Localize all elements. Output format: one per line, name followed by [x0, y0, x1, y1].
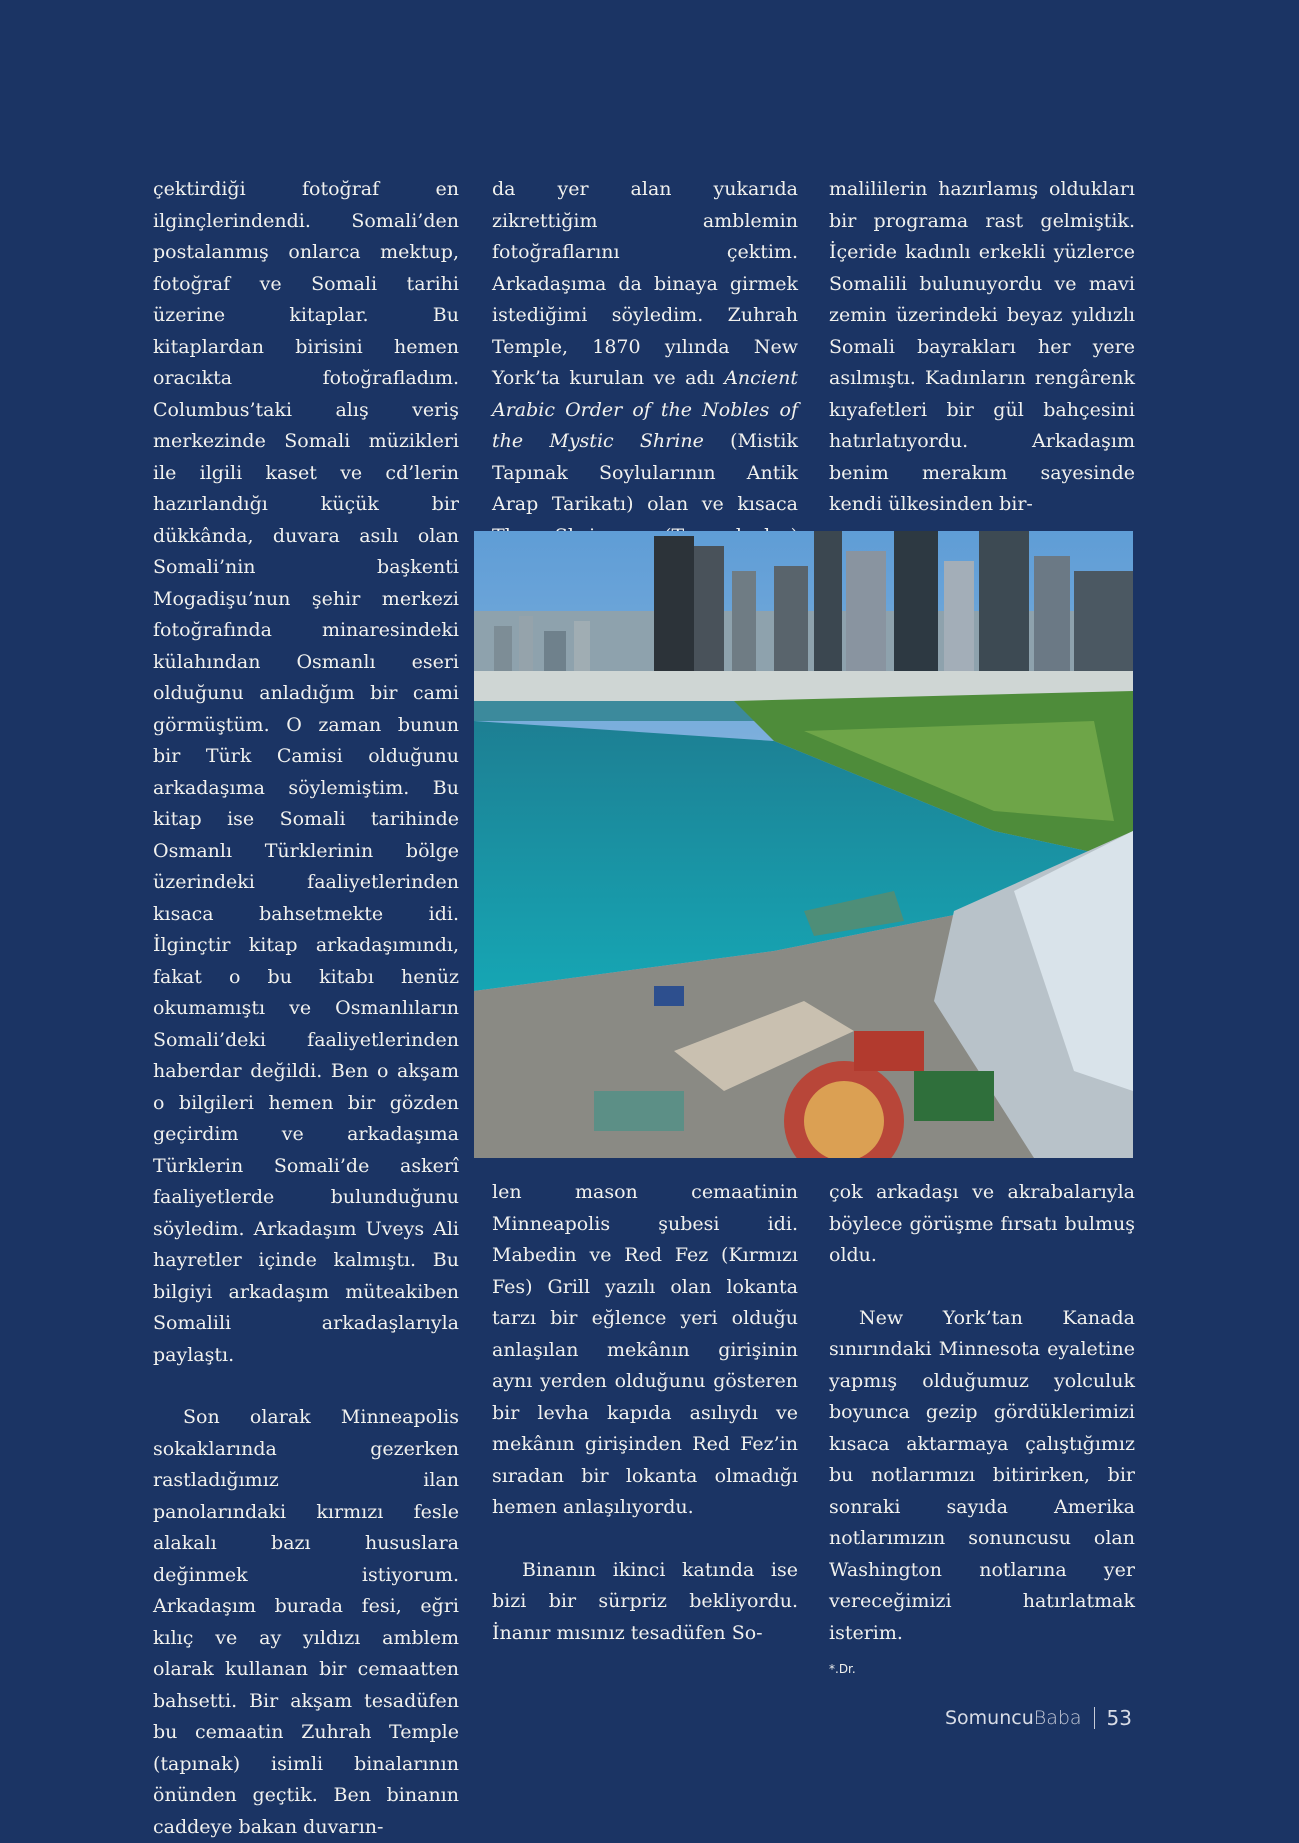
italic-order-name: Ancient Arabic Order of the Nobles of the Mystic Shrine	[492, 367, 798, 452]
chicago-navy-pier-photo	[474, 531, 1133, 1158]
magazine-logo	[945, 1707, 1082, 1729]
paragraph: New York’tan Kanada sınırındaki Minnesota eyaletine yapmış olduğumuz yolculuk boyunca gezip gördüklerimizi kısaca aktarmaya çalıştığımız bu notlarımızı bitirirken, bir sonraki sayıda Amerika notlarımızın sonuncusu olan Washington notlarına yer vereceğimizi hatırlatmak isterim.	[829, 1306, 1135, 1644]
article-column-2-bottom	[492, 1177, 798, 1649]
brand-part-2: Baba	[1033, 1707, 1082, 1729]
city-harbor-image	[474, 531, 1133, 1158]
paragraph-text: da yer alan yukarıda zikrettiğim amblemin fotoğraflarını çektim. Arkadaşıma da binaya girmek istediğimi söyledim. Zuhrah Temple, 1870 yılında New York’ta kurulan ve adı	[492, 178, 798, 389]
article-column-1	[153, 174, 459, 1843]
page-number: 53	[1106, 1706, 1132, 1730]
paragraph: çektirdiği fotoğraf en ilginçlerindendi. Somali’den postalanmış onlarca mektup, fotoğraf ve Somali tarihi üzerine kitaplar. Bu kitaplardan birisini hemen oracıkta fotoğrafladım. Columbus’taki alış veriş merkezinde Somali müzikleri ile ilgili kaset ve cd’lerin hazırlandığı küçük bir dükkânda, duvara asılı olan Somali’nin başkenti Mogadişu’nun şehir merkezi fotoğrafında minaresindeki külahından Osmanlı eseri olduğunu anladığım bir cami görmüştüm. O zaman bunun bir Türk Camisi olduğunu arkadaşıma söylemiştim. Bu kitap ise Somali tarihinde Osmanlı Türklerinin bölge üzerindeki faaliyetlerinden kısaca bahsetmekte idi. İlginçtir kitap arkadaşımındı, fakat o bu kitabı henüz okumamıştı ve Osmanlıların Somali’deki faaliyetlerinden haberdar değildi. Ben o akşam o bilgileri hemen bir gözden geçirdim ve arkadaşıma Türklerin Somali’de askerî faaliyetlerde bulunduğunu söyledim. Arkadaşım Uveys Ali hayretler içinde kalmıştı. Bu bilgiyi arkadaşım müteakiben Somalili arkadaşlarıyla paylaştı.	[153, 178, 459, 1366]
paragraph: malililerin hazırlamış oldukları bir programa rast gelmiştik. İçeride kadınlı erkekli yüzlerce Somalili bulunuyordu ve mavi zemin üzerindeki beyaz yıldızlı Somali bayrakları her yere asılmıştı. Kadınların rengârenk kıyafetleri bir gül bahçesini hatırlatıyordu. Arkadaşım benim merakım sayesinde kendi ülkesinden bir-	[829, 178, 1135, 515]
article-column-3-top	[829, 174, 1135, 521]
article-column-2-top	[492, 174, 798, 584]
paragraph: çok arkadaşı ve akrabalarıyla böylece görüşme fırsatı bulmuş oldu.	[829, 1181, 1135, 1266]
footer-divider	[1094, 1707, 1095, 1729]
paragraph-text: (Mistik Tapınak Soylularının Antik Arap Tarikatı) olan ve kısaca	[492, 430, 798, 515]
paragraph: len mason cemaatinin Minneapolis şubesi idi. Mabedin ve Red Fez (Kırmızı Fes) Grill yazılı olan lokanta tarzı bir eğlence yeri olduğu anlaşılan mekânın girişinin aynı yerden olduğunu gösteren bir levha kapıda asılıydı ve mekânın girişinden Red Fez’in sıradan bir lokanta olmadığı hemen anlaşılıyordu.	[492, 1181, 798, 1518]
brand-part-1: Somuncu	[944, 1707, 1034, 1729]
author-note: *.Dr.	[829, 1662, 856, 1676]
paragraph: Binanın ikinci katında ise bizi bir sürpriz bekliyordu. İnanır mısınız tesadüfen So-	[492, 1558, 798, 1644]
paragraph: Son olarak Minneapolis sokaklarında gezerken rastladığımız ilan panolarındaki kırmızı fesle alakalı bazı hususlara değinmek istiyorum. Arkadaşım burada fesi, eğri kılıç ve ay yıldızı amblem olarak kullanan bir cemaatten bahsetti. Bir akşam tesadüfen bu cemaatin Zuhrah Temple (tapınak) isimli binalarının önünden geçtik. Ben binanın caddeye bakan duvarın-	[153, 1406, 459, 1838]
page-footer	[945, 1706, 1132, 1730]
paragraph	[492, 174, 798, 584]
article-column-3-bottom	[829, 1177, 1135, 1677]
